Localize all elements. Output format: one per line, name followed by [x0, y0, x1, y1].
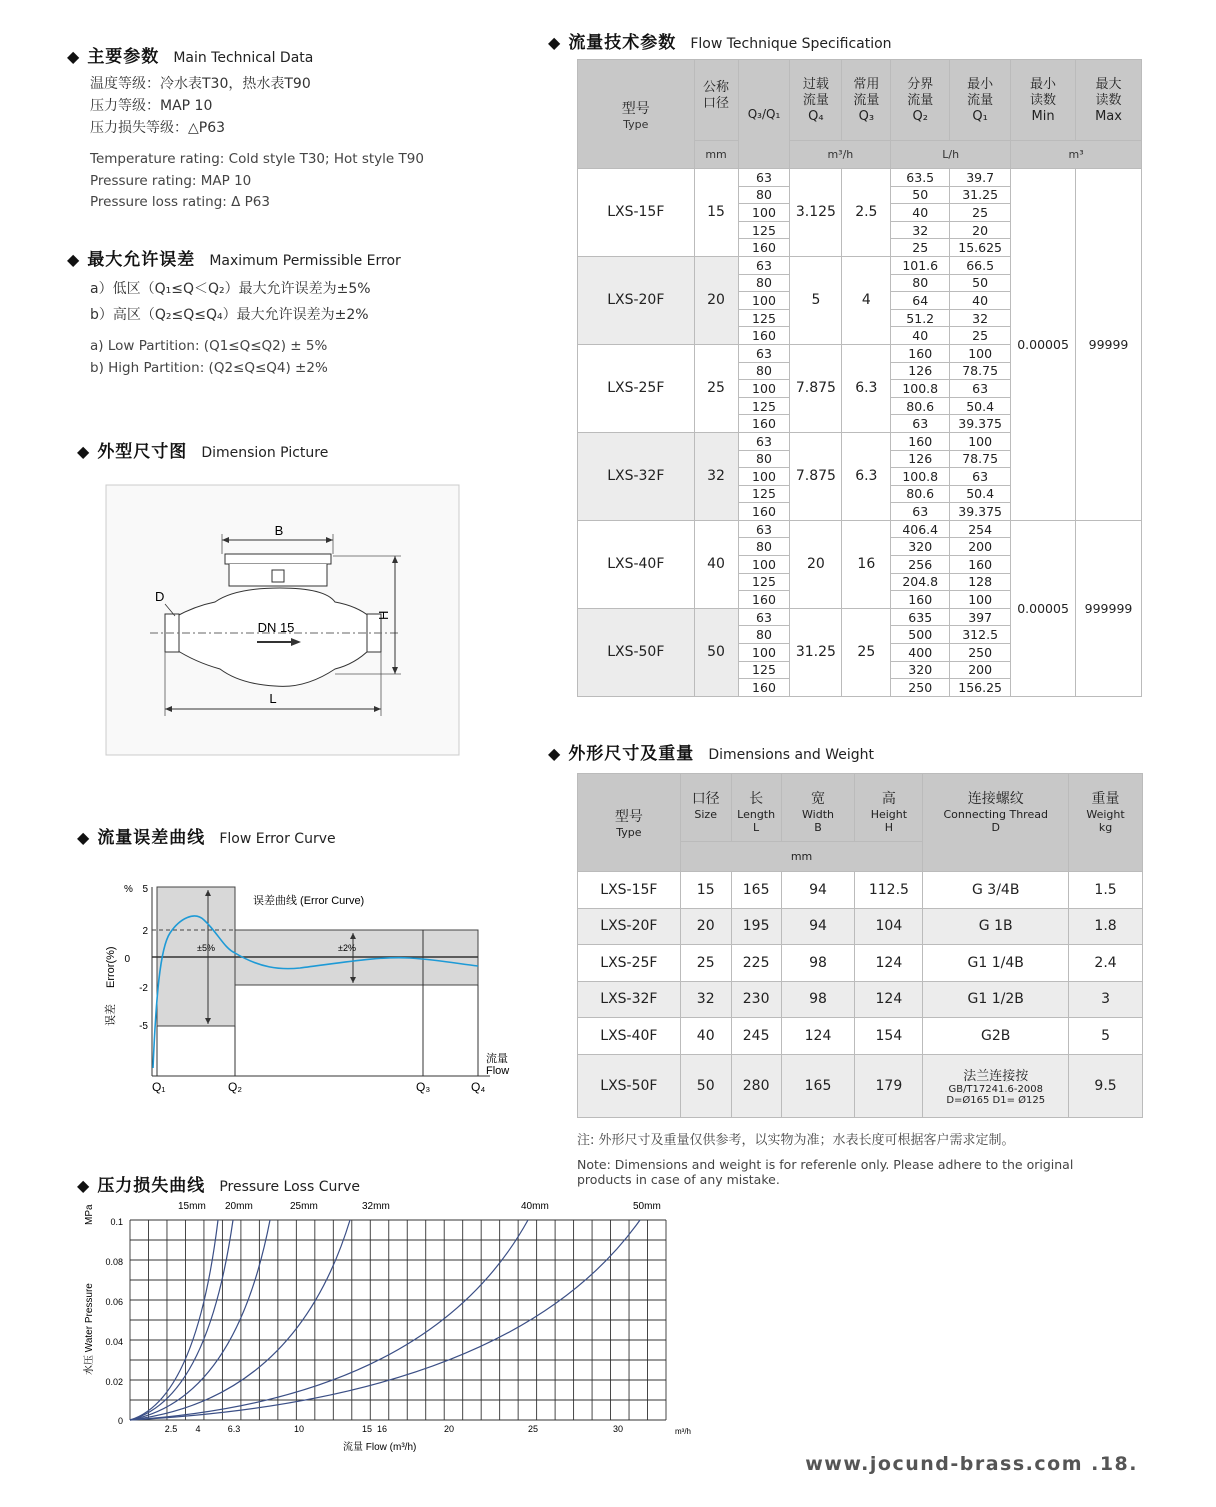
- flow-en: Flow: [486, 1065, 510, 1077]
- dim-label-d: D: [155, 589, 165, 604]
- cell-h: 179: [855, 1054, 923, 1117]
- cell-q1: 39.375: [950, 415, 1011, 433]
- x-tick: 20: [443, 1424, 455, 1434]
- cell-q1: 312.5: [950, 626, 1011, 644]
- cell-min: 0.00005: [1011, 520, 1076, 696]
- error-curve-title: ◆ 流量误差曲线 Flow Error Curve: [77, 828, 336, 848]
- curve-label: 40mm: [521, 1201, 549, 1212]
- main-tech-zh-line: 压力等级：MAP 10: [90, 98, 213, 114]
- y-label-en: Error(%): [105, 946, 117, 988]
- cell-min: 0.00005: [1011, 169, 1076, 521]
- cell-ratio: 100: [738, 380, 790, 398]
- th-q3: 常用流量 Q₃: [842, 60, 891, 141]
- cell-q2: 126: [891, 362, 950, 380]
- curve-label: 20mm: [225, 1201, 253, 1212]
- cell-ratio: 63: [738, 169, 790, 187]
- y-label: 水压 Water Pressure: [84, 1283, 95, 1375]
- cell-thread: G 1B: [923, 908, 1069, 945]
- y-label-zh: 误差: [105, 1004, 117, 1026]
- cell-q1: 50.4: [950, 485, 1011, 503]
- cell-q1: 100: [950, 591, 1011, 609]
- cell-q1: 78.75: [950, 450, 1011, 468]
- note-zh: 注: 外形尺寸及重量仅供参考，以实物为准；水表长度可根据客户需求定制。: [577, 1133, 1015, 1148]
- cell-q2: 101.6: [891, 256, 950, 274]
- main-tech-en-line: Pressure loss rating: Δ P63: [90, 194, 270, 210]
- diamond-icon: ◆: [548, 744, 561, 763]
- cell-q4: 5: [790, 256, 842, 344]
- cell-q1: 160: [950, 556, 1011, 574]
- error-y-ticks: [124, 884, 148, 1032]
- cell-ratio: 160: [738, 591, 790, 609]
- cell-size: 25: [680, 945, 731, 982]
- cell-q2: 100.8: [891, 380, 950, 398]
- x-tick: 25: [527, 1424, 539, 1434]
- cell-ratio: 100: [738, 204, 790, 222]
- y-tick: 2: [142, 926, 148, 937]
- th-unit: L/h: [891, 141, 1011, 169]
- cell-q2: 126: [891, 450, 950, 468]
- cell-ratio: 100: [738, 292, 790, 310]
- cell-q1: 66.5: [950, 256, 1011, 274]
- cell-q1: 40: [950, 292, 1011, 310]
- th-min: 最小读数 Min: [1011, 60, 1076, 141]
- cell-type: LXS-32F: [578, 981, 681, 1018]
- cell-type: LXS-32F: [578, 432, 695, 520]
- cell-ratio: 125: [738, 309, 790, 327]
- cell-q2: 50: [891, 186, 950, 204]
- cell-type: LXS-15F: [578, 169, 695, 257]
- th-size: 口径 Size: [680, 774, 731, 842]
- spec-row: [578, 520, 1142, 538]
- cell-weight: 9.5: [1069, 1054, 1143, 1117]
- cell-q1: 20: [950, 221, 1011, 239]
- cell-type: LXS-25F: [578, 344, 695, 432]
- y-tick: 0.02: [105, 1377, 123, 1387]
- y-tick: -2: [139, 983, 148, 994]
- cell-l: 230: [731, 981, 781, 1018]
- cell-thread: G 3/4B: [923, 872, 1069, 909]
- x-tick: 30: [612, 1424, 624, 1434]
- cell-dn: 32: [694, 432, 738, 520]
- cell-ratio: 160: [738, 239, 790, 257]
- curve-label: 15mm: [178, 1201, 206, 1212]
- cell-q4: 7.875: [790, 432, 842, 520]
- cell-q1: 100: [950, 344, 1011, 362]
- cell-q2: 320: [891, 538, 950, 556]
- th-weight: 重量 Weight kg: [1069, 774, 1143, 872]
- dw-row: [578, 872, 1143, 909]
- cell-ratio: 100: [738, 556, 790, 574]
- cell-q1: 100: [950, 432, 1011, 450]
- cell-l: 165: [731, 872, 781, 909]
- cell-ratio: 80: [738, 362, 790, 380]
- dw-row: [578, 908, 1143, 945]
- cell-q3: 6.3: [842, 344, 891, 432]
- flow-zh: 流量: [486, 1053, 508, 1065]
- cell-weight: 3: [1069, 981, 1143, 1018]
- cell-q2: 204.8: [891, 573, 950, 591]
- flow-spec-title: ◆ 流量技术参数 Flow Technique Specification: [548, 33, 892, 53]
- cell-q2: 64: [891, 292, 950, 310]
- cell-ratio: 125: [738, 485, 790, 503]
- cell-q3: 2.5: [842, 169, 891, 257]
- cell-q1: 254: [950, 520, 1011, 538]
- cell-type: LXS-20F: [578, 908, 681, 945]
- cell-ratio: 80: [738, 626, 790, 644]
- th-unit: m³: [1011, 141, 1142, 169]
- cell-ratio: 63: [738, 256, 790, 274]
- dw-row: [578, 1054, 1143, 1117]
- cell-q3: 6.3: [842, 432, 891, 520]
- diamond-icon: ◆: [67, 250, 80, 269]
- cell-q2: 63: [891, 503, 950, 521]
- cell-ratio: 63: [738, 432, 790, 450]
- cell-size: 40: [680, 1018, 731, 1055]
- dw-row: [578, 1018, 1143, 1055]
- footer-url: www.jocund-brass.com .18.: [805, 1453, 1138, 1475]
- cell-b: 98: [781, 945, 855, 982]
- cell-dn: 15: [694, 169, 738, 257]
- y-tick: -5: [139, 1021, 148, 1032]
- mpe-zh-line: b）高区（Q₂≤Q≤Q₄）最大允许误差为±2%: [90, 307, 369, 323]
- cell-q1: 63: [950, 468, 1011, 486]
- mpe-en-line: a) Low Partition: (Q1≤Q≤Q2) ± 5%: [90, 338, 328, 354]
- cell-l: 225: [731, 945, 781, 982]
- cell-q2: 160: [891, 432, 950, 450]
- cell-h: 124: [855, 981, 923, 1018]
- low-band-label: ±5%: [197, 943, 215, 953]
- cell-q1: 200: [950, 661, 1011, 679]
- cell-max: 999999: [1076, 520, 1142, 696]
- mpe-en-line: b) High Partition: (Q2≤Q≤Q4) ±2%: [90, 360, 328, 376]
- y-tick: 0.06: [105, 1297, 123, 1307]
- diamond-icon: ◆: [548, 33, 561, 52]
- cell-q1: 63: [950, 380, 1011, 398]
- cell-q2: 63: [891, 415, 950, 433]
- diamond-icon: ◆: [77, 442, 90, 461]
- cell-q4: 31.25: [790, 608, 842, 696]
- cell-weight: 1.8: [1069, 908, 1143, 945]
- cell-h: 154: [855, 1018, 923, 1055]
- th-max: 最大读数 Max: [1076, 60, 1142, 141]
- cell-ratio: 80: [738, 274, 790, 292]
- dim-label-l: L: [269, 691, 277, 706]
- cell-q1: 32: [950, 309, 1011, 327]
- dim-label-b: B: [274, 523, 284, 538]
- th-height: 高 Height H: [855, 774, 923, 842]
- x-tick: 10: [293, 1424, 305, 1434]
- dim-label-dn: DN 15: [257, 620, 295, 635]
- cell-h: 112.5: [855, 872, 923, 909]
- cell-b: 94: [781, 872, 855, 909]
- th-type: 型号 Type: [578, 60, 695, 169]
- y-tick: 0: [117, 1416, 123, 1426]
- spec-row: [578, 169, 1142, 187]
- cell-type: LXS-20F: [578, 256, 695, 344]
- th-unit: m³/h: [790, 141, 891, 169]
- cell-q3: 4: [842, 256, 891, 344]
- q-label: Q₂: [228, 1080, 242, 1094]
- main-tech-zh-line: 温度等级：冷水表T30，热水表T90: [90, 76, 311, 92]
- cell-b: 165: [781, 1054, 855, 1117]
- cell-q1: 50: [950, 274, 1011, 292]
- dims-weight-table: [577, 773, 1143, 1118]
- cell-q1: 15.625: [950, 239, 1011, 257]
- cell-ratio: 63: [738, 520, 790, 538]
- th-type: 型号 Type: [578, 774, 681, 872]
- x-tick: 16: [376, 1424, 388, 1434]
- curve-label: 25mm: [290, 1201, 318, 1212]
- pct-label: %: [124, 884, 133, 895]
- q-label: Q₁: [152, 1080, 166, 1094]
- cell-q4: 7.875: [790, 344, 842, 432]
- cell-ratio: 160: [738, 327, 790, 345]
- y-tick: 5: [142, 884, 148, 895]
- cell-q1: 128: [950, 573, 1011, 591]
- cell-dn: 20: [694, 256, 738, 344]
- cell-ratio: 125: [738, 397, 790, 415]
- cell-ratio: 63: [738, 344, 790, 362]
- dw-row: [578, 945, 1143, 982]
- cell-weight: 1.5: [1069, 872, 1143, 909]
- cell-q2: 51.2: [891, 309, 950, 327]
- main-tech-title: ◆ 主要参数 Main Technical Data: [67, 47, 314, 67]
- th-thread: 连接螺纹 Connecting Thread D: [923, 774, 1069, 872]
- cell-ratio: 80: [738, 186, 790, 204]
- note-en: Note: Dimensions and weight is for referenle only. Please adhere to the original products in case of any mistake.: [577, 1157, 1074, 1187]
- cell-size: 15: [680, 872, 731, 909]
- curve-label: 32mm: [362, 1201, 390, 1212]
- cell-h: 104: [855, 908, 923, 945]
- cell-dn: 50: [694, 608, 738, 696]
- dims-weight-title: ◆ 外形尺寸及重量 Dimensions and Weight: [548, 744, 875, 764]
- cell-ratio: 80: [738, 450, 790, 468]
- cell-size: 50: [680, 1054, 731, 1117]
- cell-dn: 40: [694, 520, 738, 608]
- flow-error-chart: [100, 878, 520, 1100]
- cell-b: 94: [781, 908, 855, 945]
- cell-type: LXS-40F: [578, 520, 695, 608]
- main-tech-en-line: Temperature rating: Cold style T30; Hot style T90: [90, 151, 424, 167]
- cell-l: 280: [731, 1054, 781, 1117]
- cell-q1: 78.75: [950, 362, 1011, 380]
- cell-type: LXS-50F: [578, 608, 695, 696]
- q-label: Q₃: [416, 1080, 431, 1094]
- y-tick: 0.1: [110, 1217, 123, 1227]
- cell-q1: 200: [950, 538, 1011, 556]
- cell-size: 20: [680, 908, 731, 945]
- mpe-zh-line: a）低区（Q₁≤Q＜Q₂）最大允许误差为±5%: [90, 281, 371, 297]
- cell-q1: 31.25: [950, 186, 1011, 204]
- cell-q1: 25: [950, 327, 1011, 345]
- cell-dn: 25: [694, 344, 738, 432]
- th-unit: mm: [680, 842, 923, 872]
- cell-q2: 100.8: [891, 468, 950, 486]
- dw-row: [578, 981, 1143, 1018]
- cell-q3: 16: [842, 520, 891, 608]
- mpe-title: ◆ 最大允许误差 Maximum Permissible Error: [67, 250, 401, 270]
- cell-thread: G1 1/4B: [923, 945, 1069, 982]
- th-q2: 分界流量 Q₂: [891, 60, 950, 141]
- main-tech-zh-line: 压力损失等级：△P63: [90, 120, 226, 136]
- cell-q3: 25: [842, 608, 891, 696]
- th-q1: 最小流量 Q₁: [950, 60, 1011, 141]
- y-tick: 0.08: [105, 1257, 123, 1267]
- cell-type: LXS-40F: [578, 1018, 681, 1055]
- cell-ratio: 125: [738, 661, 790, 679]
- cell-thread: 法兰连接按 GB/T17241.6-2008 D=Ø165 D1= Ø125: [923, 1054, 1069, 1117]
- cell-q2: 320: [891, 661, 950, 679]
- cell-q4: 20: [790, 520, 842, 608]
- curve-label: 误差曲线 (Error Curve): [253, 895, 365, 907]
- curve-label: 50mm: [633, 1201, 661, 1212]
- y-unit: MPa: [84, 1204, 95, 1225]
- cell-q2: 160: [891, 591, 950, 609]
- cell-q2: 25: [891, 239, 950, 257]
- cell-max: 99999: [1076, 169, 1142, 521]
- high-band-label: ±2%: [338, 943, 356, 953]
- dim-pic-title: ◆ 外型尺寸图 Dimension Picture: [77, 442, 329, 462]
- cell-ratio: 160: [738, 503, 790, 521]
- cell-ratio: 63: [738, 608, 790, 626]
- cell-ratio: 160: [738, 415, 790, 433]
- cell-l: 195: [731, 908, 781, 945]
- x-label: 流量 Flow (m³/h): [343, 1442, 417, 1453]
- cell-ratio: 160: [738, 679, 790, 697]
- cell-ratio: 125: [738, 221, 790, 239]
- cell-q1: 397: [950, 608, 1011, 626]
- x-tick: 6.3: [227, 1424, 241, 1434]
- cell-type: LXS-50F: [578, 1054, 681, 1117]
- cell-q2: 160: [891, 344, 950, 362]
- diamond-icon: ◆: [77, 828, 90, 847]
- pressure-loss-chart: [70, 1195, 710, 1460]
- x-unit: m³/h: [675, 1427, 691, 1436]
- cell-q2: 635: [891, 608, 950, 626]
- cell-q4: 3.125: [790, 169, 842, 257]
- diamond-icon: ◆: [67, 47, 80, 66]
- y-tick: 0.04: [105, 1337, 123, 1347]
- cell-q1: 156.25: [950, 679, 1011, 697]
- cell-h: 124: [855, 945, 923, 982]
- cell-ratio: 100: [738, 468, 790, 486]
- cell-q1: 250: [950, 644, 1011, 662]
- cell-q1: 25: [950, 204, 1011, 222]
- cell-ratio: 100: [738, 644, 790, 662]
- cell-q2: 80.6: [891, 397, 950, 415]
- cell-q2: 406.4: [891, 520, 950, 538]
- cell-q2: 40: [891, 204, 950, 222]
- flow-spec-table: [577, 59, 1142, 697]
- cell-q2: 400: [891, 644, 950, 662]
- th-q4: 过载流量 Q₄: [790, 60, 842, 141]
- x-tick: 2.5: [164, 1424, 178, 1434]
- dimension-drawing: [105, 484, 461, 757]
- cell-q1: 39.375: [950, 503, 1011, 521]
- cell-thread: G2B: [923, 1018, 1069, 1055]
- th-width: 宽 Width B: [781, 774, 855, 842]
- cell-q2: 32: [891, 221, 950, 239]
- cell-ratio: 125: [738, 573, 790, 591]
- x-tick: 15: [361, 1424, 373, 1434]
- th-ratio: Q₃/Q₁: [738, 60, 790, 169]
- cell-b: 98: [781, 981, 855, 1018]
- cell-b: 124: [781, 1018, 855, 1055]
- th-dn: 公称口径: [694, 60, 738, 141]
- cell-q2: 80.6: [891, 485, 950, 503]
- cell-weight: 2.4: [1069, 945, 1143, 982]
- pressure-curve-title: ◆ 压力损失曲线 Pressure Loss Curve: [77, 1176, 361, 1196]
- cell-type: LXS-15F: [578, 872, 681, 909]
- dim-label-h: H: [376, 610, 391, 620]
- main-tech-en-line: Pressure rating: MAP 10: [90, 173, 252, 189]
- cell-q2: 500: [891, 626, 950, 644]
- cell-type: LXS-25F: [578, 945, 681, 982]
- y-tick: 0: [124, 954, 130, 965]
- cell-size: 32: [680, 981, 731, 1018]
- cell-q2: 40: [891, 327, 950, 345]
- diamond-icon: ◆: [77, 1176, 90, 1195]
- cell-q2: 256: [891, 556, 950, 574]
- cell-q1: 39.7: [950, 169, 1011, 187]
- q-label: Q₄: [471, 1080, 486, 1094]
- cell-q2: 80: [891, 274, 950, 292]
- cell-ratio: 80: [738, 538, 790, 556]
- cell-q2: 63.5: [891, 169, 950, 187]
- x-tick: 4: [195, 1424, 201, 1434]
- th-unit: mm: [694, 141, 738, 169]
- cell-l: 245: [731, 1018, 781, 1055]
- cell-thread: G1 1/2B: [923, 981, 1069, 1018]
- cell-q1: 50.4: [950, 397, 1011, 415]
- cell-q2: 250: [891, 679, 950, 697]
- cell-weight: 5: [1069, 1018, 1143, 1055]
- th-length: 长 Length L: [731, 774, 781, 842]
